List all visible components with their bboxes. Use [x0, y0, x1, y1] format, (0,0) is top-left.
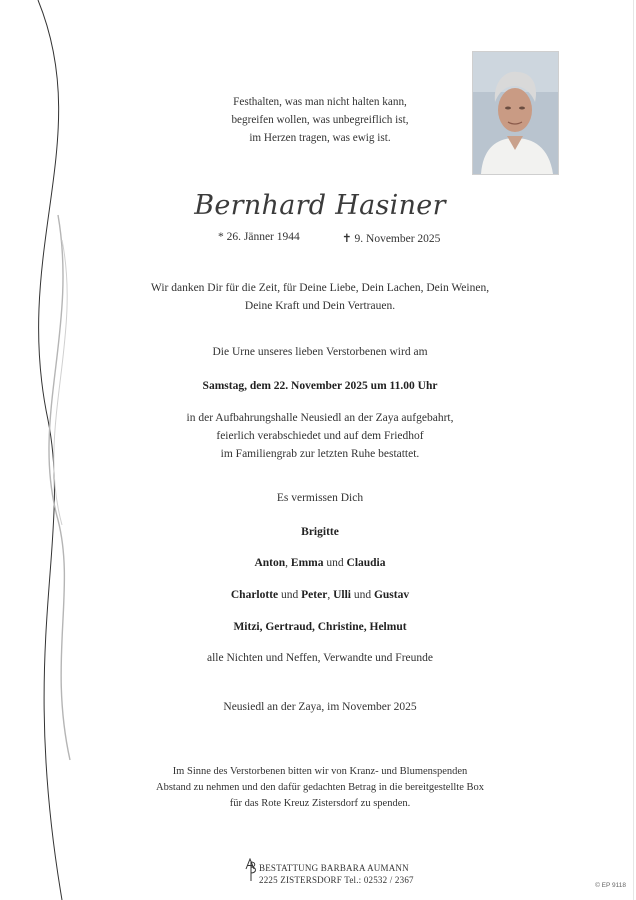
donation-line: Im Sinne des Verstorbenen bitten wir von Kranz- und Blumenspenden: [172, 766, 468, 777]
birth-date: * 26. Jänner 1944: [218, 231, 300, 243]
donation-request: [100, 764, 540, 812]
mourner-row-4: Mitzi, Gertraud, Christine, Helmut: [233, 621, 407, 633]
motto-verse: [150, 93, 490, 147]
ceremony-details: [100, 409, 540, 463]
mourner-name: Ulli: [333, 589, 351, 601]
print-code: © EP 9118: [595, 882, 626, 889]
thanks-line: Wir danken Dir für die Zeit, für Deine Liebe, Dein Lachen, Dein Weinen,: [150, 282, 490, 294]
donation-line: Abstand zu nehmen und den dafür gedachten Betrag in die bereitgestellte Box: [155, 782, 485, 793]
mourner-name: Claudia: [346, 557, 386, 569]
mourner-row-2: [100, 554, 540, 572]
mourner-row-1: Brigitte: [301, 526, 339, 538]
undertaker-address: 2225 ZISTERSDORF Tel.: 02532 / 2367: [259, 875, 414, 885]
ceremony-intro: Die Urne unseres lieben Verstorbenen wird am: [212, 346, 428, 358]
donation-line: für das Rote Kreuz Zistersdorf zu spenden.: [229, 798, 411, 809]
mourner-row-3: [100, 586, 540, 604]
separator: und: [323, 557, 347, 569]
separator: und: [350, 589, 374, 601]
mourners-others: alle Nichten und Neffen, Verwandte und Freunde: [207, 652, 433, 664]
separator: ,: [327, 589, 334, 601]
ceremony-line: im Familiengrab zur letzten Ruhe bestattet.: [220, 448, 420, 460]
mourner-name: Charlotte: [230, 589, 279, 601]
page-edge: [633, 0, 634, 900]
motto-line: im Herzen tragen, was ewig ist.: [249, 132, 391, 144]
undertaker-info: [259, 862, 414, 886]
mourner-name: Peter: [301, 589, 328, 601]
deceased-name: Bernhard Hasiner: [194, 190, 446, 221]
separator: und: [278, 589, 302, 601]
ceremony-date: Samstag, dem 22. November 2025 um 11.00 Uhr: [202, 380, 438, 392]
mourners-intro: Es vermissen Dich: [276, 492, 364, 504]
motto-line: begreifen wollen, was unbegreiflich ist,: [231, 114, 409, 126]
undertaker-name: BESTATTUNG BARBARA AUMANN: [259, 863, 409, 873]
separator: ,: [285, 557, 291, 569]
mourner-name: Emma: [290, 557, 324, 569]
mourner-name: Gustav: [373, 589, 410, 601]
place-and-date: Neusiedl an der Zaya, im November 2025: [223, 701, 417, 713]
undertaker-logo-icon: [244, 858, 258, 882]
portrait-photo: [472, 51, 559, 175]
thanks-text: [100, 279, 540, 315]
mourner-name: Anton: [254, 557, 286, 569]
ceremony-line: feierlich verabschiedet und auf dem Friedhof: [216, 430, 424, 442]
ceremony-line: in der Aufbahrungshalle Neusiedl an der Zaya aufgebahrt,: [186, 412, 454, 424]
motto-line: Festhalten, was man nicht halten kann,: [233, 96, 407, 108]
death-date: ✝ 9. November 2025: [342, 233, 441, 245]
thanks-line: Deine Kraft und Dein Vertrauen.: [244, 300, 396, 312]
